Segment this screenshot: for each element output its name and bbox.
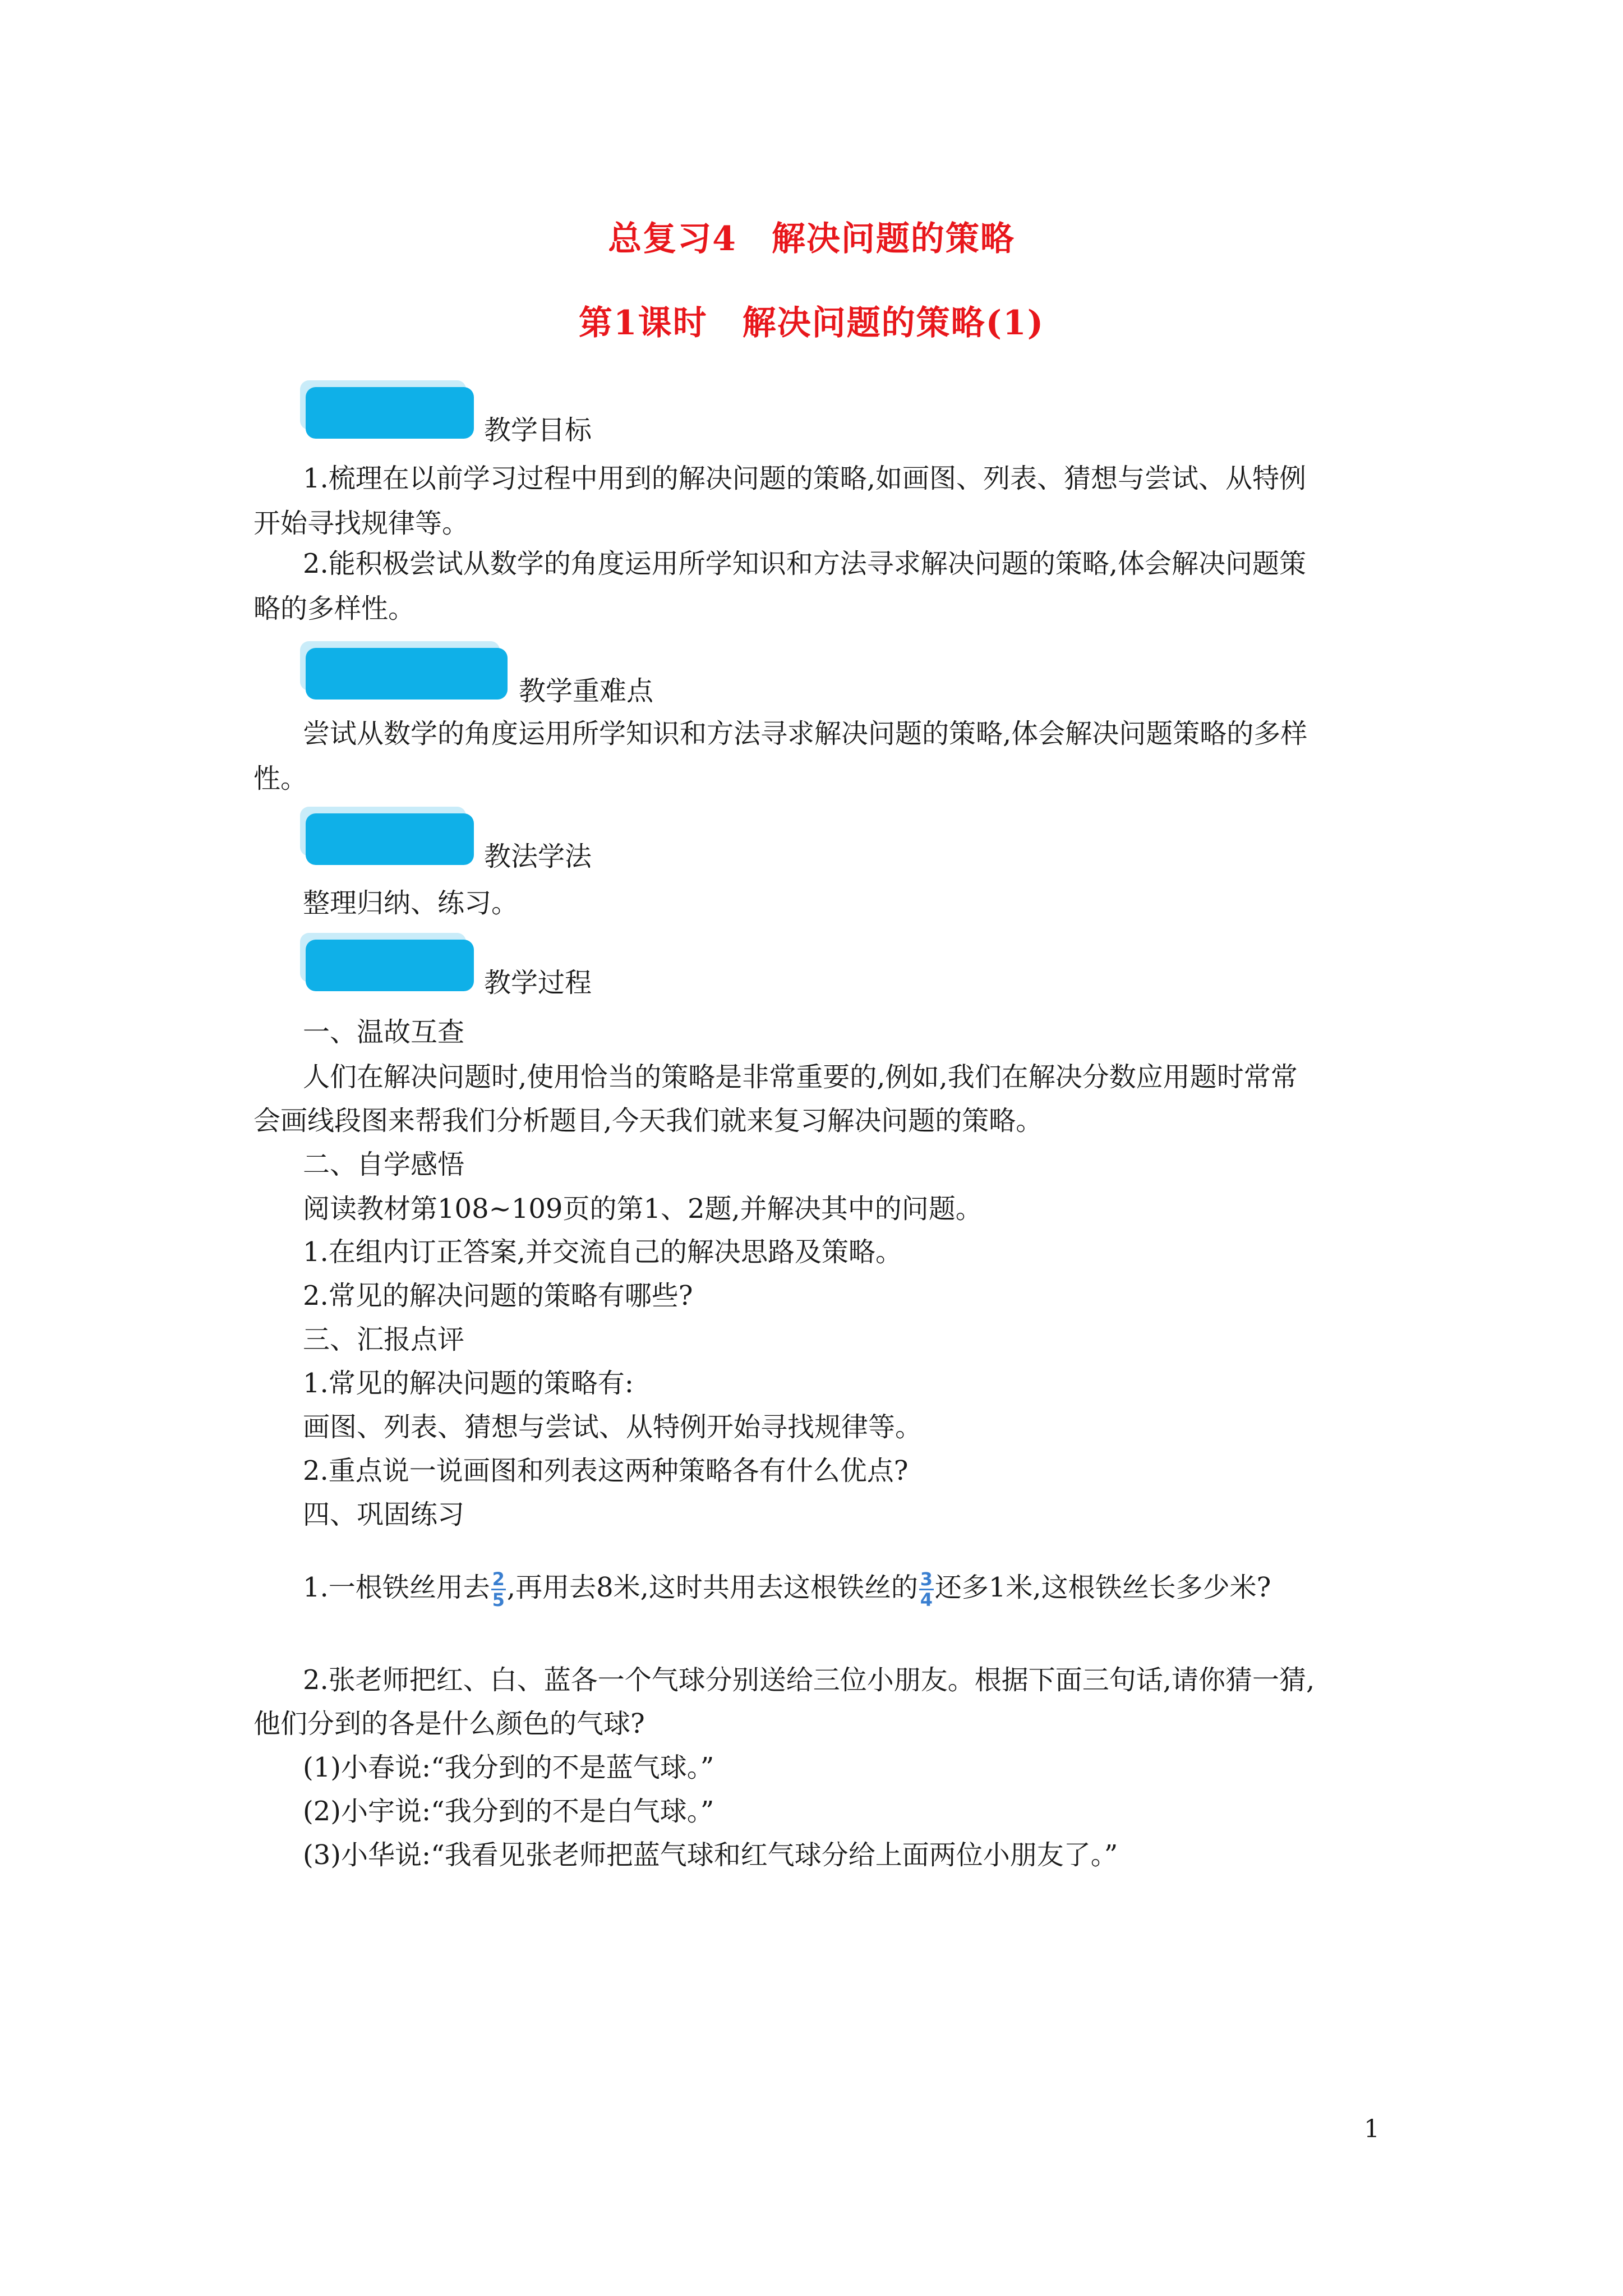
process-item-3-1: 1.常见的解决问题的策略有: [303,1368,634,1399]
exercise-1 [303,1565,1430,1610]
exercise-2-statement-1: (1)小春说:“我分到的不是蓝气球。” [303,1752,714,1783]
exercise-2-statement-2: (2)小宇说:“我分到的不是白气球。” [303,1796,714,1827]
objective-1-line-1: 1.梳理在以前学习过程中用到的解决问题的策略,如画图、列表、猜想与尝试、从特例 [303,463,1307,494]
exercise-2-statement-3: (3)小华说:“我看见张老师把蓝气球和红气球分给上面两位小朋友了。” [303,1839,1118,1871]
exercise-2-line-1: 2.张老师把红、白、蓝各一个气球分别送给三位小朋友。根据下面三句话,请你猜一猜, [303,1664,1315,1696]
process-item-3-2: 2.重点说一说画图和列表这两种策略各有什么优点? [303,1455,909,1487]
section-badge [306,387,474,439]
process-heading-3: 三、汇报点评 [303,1324,465,1355]
section-label: 教法学法 [484,841,592,872]
key-points-line-1: 尝试从数学的角度运用所学知识和方法寻求解决问题的策略,体会解决问题策略的多样 [303,718,1308,749]
fraction-denominator: 5 [492,1589,505,1611]
process-heading-2: 二、自学感悟 [303,1149,465,1180]
section-badge [306,940,474,991]
section-badge [306,813,474,865]
exercise-1-part-c: 还多1米,这根铁丝长多少米? [934,1572,1271,1603]
fraction-numerator: 3 [920,1568,933,1590]
fraction-two-fifths [491,1570,506,1609]
objective-1-line-2: 开始寻找规律等。 [253,508,469,539]
exercise-2-line-2: 他们分到的各是什么颜色的气球? [253,1708,645,1740]
fraction-numerator: 2 [492,1568,505,1590]
process-item-3-1b: 画图、列表、猜想与尝试、从特例开始寻找规律等。 [303,1411,923,1443]
section-label: 教学过程 [484,967,592,999]
section-label: 教学目标 [484,415,592,446]
objective-2-line-2: 略的多样性。 [253,593,416,624]
process-heading-1: 一、温故互查 [303,1016,465,1048]
process-heading-4: 四、巩固练习 [303,1499,465,1530]
process-paragraph-1-line-1: 人们在解决问题时,使用恰当的策略是非常重要的,例如,我们在解决分数应用题时常常 [303,1061,1298,1093]
lesson-subtitle: 第1课时 解决问题的策略(1) [578,303,1045,343]
process-paragraph-2: 阅读教材第108~109页的第1、2题,并解决其中的问题。 [303,1193,983,1225]
methods-text: 整理归纳、练习。 [303,887,519,919]
fraction-three-quarters [919,1570,934,1609]
page-number: 1 [1364,2115,1380,2143]
exercise-1-part-b: ,再用去8米,这时共用去这根铁丝的 [506,1572,918,1603]
section-badge [306,648,508,700]
objective-2-line-1: 2.能积极尝试从数学的角度运用所学知识和方法寻求解决问题的策略,体会解决问题策 [303,548,1307,579]
section-label: 教学重难点 [519,675,654,707]
exercise-1-part-a: 1.一根铁丝用去 [303,1572,490,1603]
process-item-2-1: 1.在组内订正答案,并交流自己的解决思路及策略。 [303,1236,903,1268]
fraction-denominator: 4 [920,1589,933,1611]
process-paragraph-1-line-2: 会画线段图来帮我们分析题目,今天我们就来复习解决问题的策略。 [253,1105,1043,1137]
key-points-line-2: 性。 [253,763,308,794]
page-title: 总复习4 解决问题的策略 [608,219,1015,259]
process-item-2-2: 2.常见的解决问题的策略有哪些? [303,1280,693,1312]
